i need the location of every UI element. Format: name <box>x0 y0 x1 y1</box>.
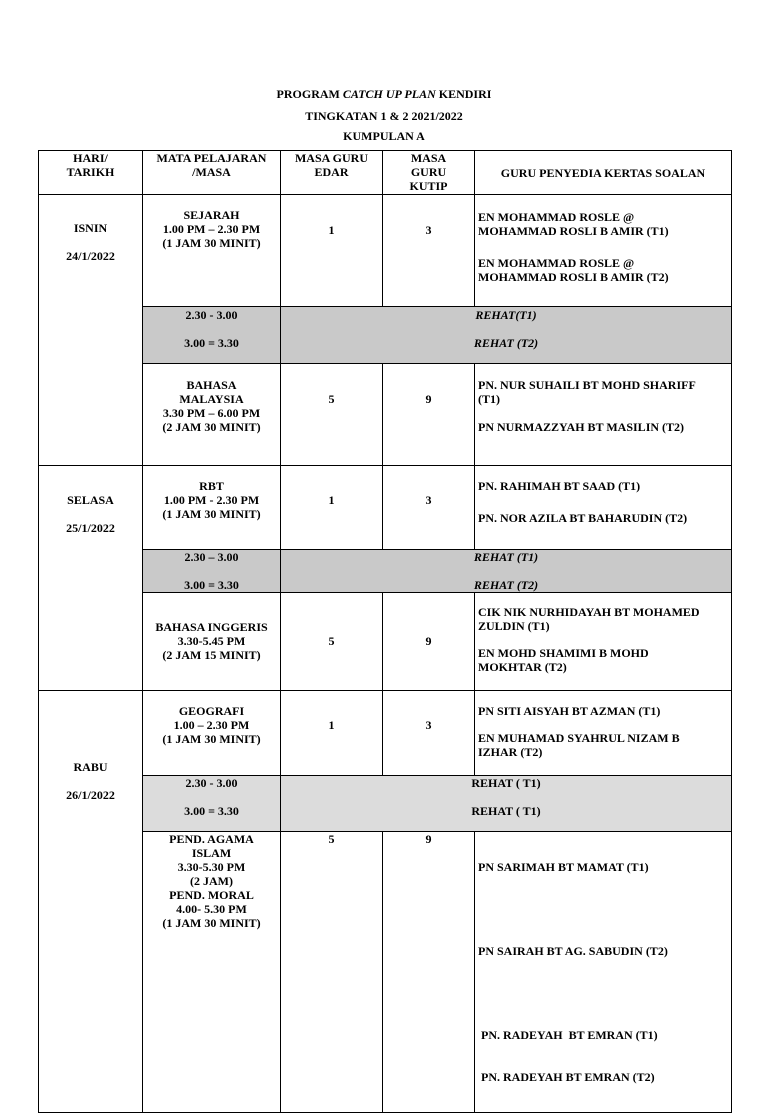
break-label-cell: REHAT ( T1) REHAT ( T1) <box>281 776 732 832</box>
subject-cell: RBT 1.00 PM - 2.30 PM (1 JAM 30 MINIT) <box>143 466 281 550</box>
edar-cell: 1 <box>281 466 383 550</box>
header-masa-kutip: MASA GURU KUTIP <box>383 151 475 195</box>
break-time-cell: 2.30 - 3.00 3.00 = 3.30 <box>143 776 281 832</box>
schedule-table <box>38 150 732 1113</box>
header-guru-penyedia: GURU PENYEDIA KERTAS SOALAN <box>475 151 732 195</box>
kutip-cell: 3 <box>383 195 475 307</box>
break-label-cell: REHAT(T1) REHAT (T2) <box>281 307 732 364</box>
table-row <box>39 364 732 466</box>
day-name: RABU <box>73 760 108 774</box>
table-row <box>39 466 732 550</box>
day-date: 26/1/2022 <box>66 788 115 802</box>
teacher-cell: PN SITI AISYAH BT AZMAN (T1) EN MUHAMAD SYAHRUL NIZAM B IZHAR (T2) <box>475 691 732 776</box>
title-suffix: KENDIRI <box>435 87 492 101</box>
break-time-cell: 2.30 - 3.00 3.00 = 3.30 <box>143 307 281 364</box>
day-cell-rabu <box>39 691 143 1113</box>
day-cell-isnin <box>39 195 143 466</box>
break-time-cell: 2.30 – 3.00 3.00 = 3.30 <box>143 550 281 593</box>
table-header-row <box>39 151 732 195</box>
title-italic: CATCH UP PLAN <box>342 87 436 101</box>
table-row <box>39 593 732 691</box>
break-row <box>39 307 732 364</box>
break-label-cell: REHAT (T1) REHAT (T2) <box>281 550 732 593</box>
table-row <box>39 195 732 307</box>
edar-cell: 1 <box>281 691 383 776</box>
header-mata-pelajaran: MATA PELAJARAN /MASA <box>143 151 281 195</box>
edar-cell: 1 <box>281 195 383 307</box>
break-row <box>39 550 732 593</box>
teacher-cell: PN SARIMAH BT MAMAT (T1) PN SAIRAH BT AG. SABUDIN (T2) PN. RADEYAH BT EMRAN (T1) PN. RADEYAH BT EMRAN (T2) <box>475 832 732 1113</box>
kutip-cell: 3 <box>383 691 475 776</box>
day-date: 25/1/2022 <box>66 521 115 535</box>
edar-cell: 5 <box>281 593 383 691</box>
kutip-cell: 9 <box>383 832 475 1113</box>
kutip-cell: 9 <box>383 593 475 691</box>
header-masa-edar: MASA GURU EDAR <box>281 151 383 195</box>
teacher-cell: PN. NUR SUHAILI BT MOHD SHARIFF (T1) PN NURMAZZYAH BT MASILIN (T2) <box>475 364 732 466</box>
subject-cell: BAHASA MALAYSIA 3.30 PM – 6.00 PM (2 JAM 30 MINIT) <box>143 364 281 466</box>
edar-cell: 5 <box>281 832 383 1113</box>
teacher-cell: PN. RAHIMAH BT SAAD (T1) PN. NOR AZILA BT BAHARUDIN (T2) <box>475 466 732 550</box>
subject-cell: GEOGRAFI 1.00 – 2.30 PM (1 JAM 30 MINIT) <box>143 691 281 776</box>
break-row <box>39 776 732 832</box>
document-subtitle: TINGKATAN 1 & 2 2021/2022 <box>305 109 463 123</box>
header-hari: HARI/ TARIKH <box>39 151 143 195</box>
day-name: SELASA <box>67 493 114 507</box>
kutip-cell: 3 <box>383 466 475 550</box>
subject-cell: SEJARAH 1.00 PM – 2.30 PM (1 JAM 30 MINIT) <box>143 195 281 307</box>
subject-cell: PEND. AGAMA ISLAM 3.30-5.30 PM (2 JAM) PEND. MORAL 4.00- 5.30 PM (1 JAM 30 MINIT) <box>143 832 281 1113</box>
document-title <box>0 87 768 101</box>
teacher-cell: EN MOHAMMAD ROSLE @ MOHAMMAD ROSLI B AMIR (T1) EN MOHAMMAD ROSLE @ MOHAMMAD ROSLI B AMIR (T2) <box>475 195 732 307</box>
table-row <box>39 691 732 776</box>
table-row <box>39 832 732 1113</box>
kutip-cell: 9 <box>383 364 475 466</box>
document-group: KUMPULAN A <box>343 129 425 143</box>
day-cell-selasa <box>39 466 143 691</box>
subject-cell: BAHASA INGGERIS 3.30-5.45 PM (2 JAM 15 MINIT) <box>143 593 281 691</box>
title-prefix: PROGRAM <box>276 87 343 101</box>
day-date: 24/1/2022 <box>66 249 115 263</box>
teacher-cell: CIK NIK NURHIDAYAH BT MOHAMED ZULDIN (T1) EN MOHD SHAMIMI B MOHD MOKHTAR (T2) <box>475 593 732 691</box>
day-name: ISNIN <box>73 221 108 235</box>
edar-cell: 5 <box>281 364 383 466</box>
